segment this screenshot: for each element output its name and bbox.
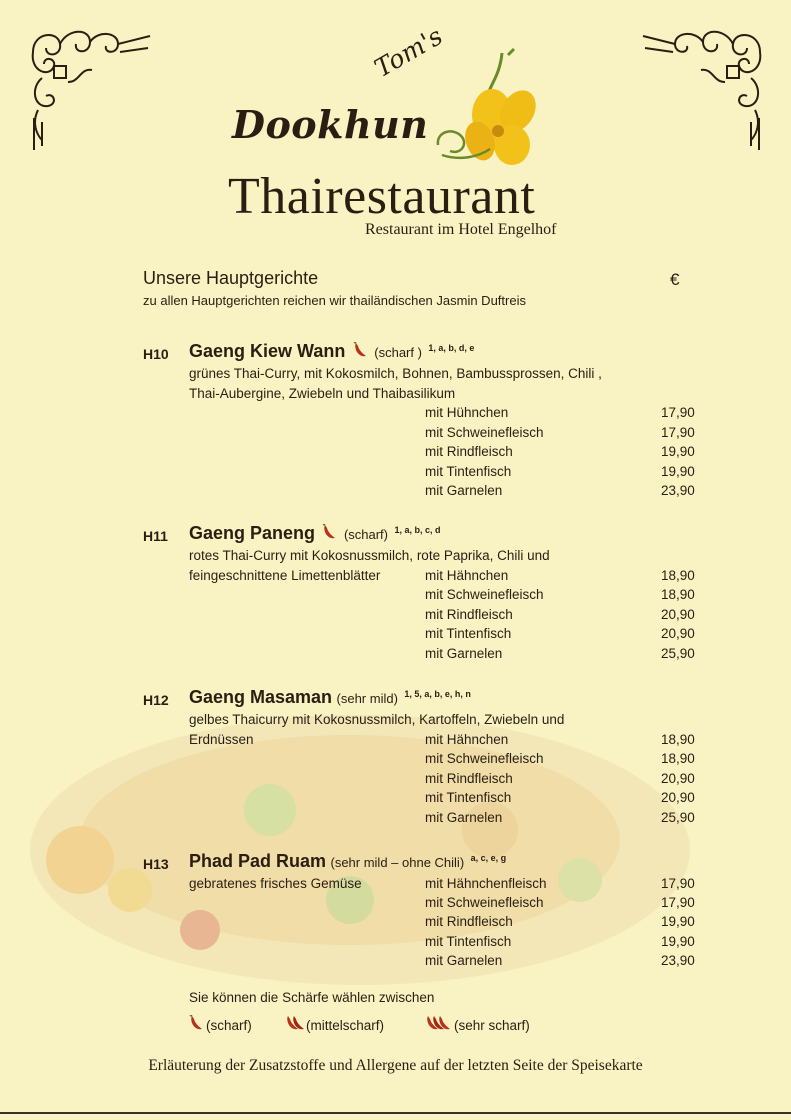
chili-icon — [285, 1015, 305, 1031]
orchid-icon — [430, 45, 540, 170]
option-label: mit Garnelen — [425, 810, 503, 825]
chili-icon — [189, 1015, 203, 1031]
spice-label: (mittelscharf) — [306, 1018, 385, 1033]
option-price: 17,90 — [661, 425, 695, 440]
option-label: mit Schweinefleisch — [425, 587, 544, 602]
dish-header — [189, 523, 440, 544]
spice-level-mittelscharf — [282, 1015, 384, 1033]
option-label: mit Rindfleisch — [425, 914, 513, 929]
dish-description: feingeschnittene Limettenblätter — [189, 568, 381, 583]
dish-name: Gaeng Paneng — [189, 523, 316, 543]
option-price: 17,90 — [661, 876, 695, 891]
dish-allergens: 1, 5, a, b, e, h, n — [404, 688, 471, 699]
option-price: 17,90 — [661, 405, 695, 420]
bottom-rule — [0, 1112, 791, 1114]
option-label: mit Hühnchen — [425, 405, 509, 420]
corner-ornament-right-icon — [640, 22, 765, 152]
option-label: mit Rindfleisch — [425, 444, 513, 459]
dish-description: grünes Thai-Curry, mit Kokosmilch, Bohnen, Bambussprossen, Chili , — [189, 366, 602, 381]
option-label: mit Garnelen — [425, 483, 503, 498]
option-label: mit Tintenfisch — [425, 790, 512, 805]
option-price: 19,90 — [661, 444, 695, 459]
option-price: 18,90 — [661, 732, 695, 747]
dish-header — [189, 851, 506, 872]
option-label: mit Tintenfisch — [425, 934, 512, 949]
dish-code: H11 — [143, 528, 168, 544]
allergen-footer-note: Erläuterung der Zusatzstoffe und Allergene auf der letzten Seite der Speisekarte — [148, 1057, 643, 1074]
corner-ornament-left-icon — [28, 22, 153, 152]
dish-header — [189, 341, 474, 362]
option-price: 23,90 — [661, 483, 695, 498]
spice-level-sehr-scharf — [422, 1015, 530, 1033]
dish-note: (sehr mild – ohne Chili) — [330, 855, 465, 870]
currency-symbol: € — [670, 270, 680, 289]
dish-note: (scharf ) — [374, 345, 422, 360]
option-label: mit Schweinefleisch — [425, 751, 544, 766]
option-price: 18,90 — [661, 587, 695, 602]
option-price: 25,90 — [661, 810, 695, 825]
section-title: Unsere Hauptgerichte — [143, 268, 319, 288]
option-price: 18,90 — [661, 751, 695, 766]
option-price: 20,90 — [661, 607, 695, 622]
dish-description: gelbes Thaicurry mit Kokosnussmilch, Kartoffeln, Zwiebeln und — [189, 712, 565, 727]
chili-icon — [322, 524, 336, 540]
spice-level-scharf — [186, 1015, 252, 1033]
option-label: mit Garnelen — [425, 646, 503, 661]
brand-toms: Tom's — [369, 21, 448, 84]
option-price: 19,90 — [661, 934, 695, 949]
dish-name: Gaeng Masaman — [189, 687, 333, 707]
dish-name: Gaeng Kiew Wann — [189, 341, 346, 361]
dish-description: gebratenes frisches Gemüse — [189, 876, 362, 891]
option-price: 25,90 — [661, 646, 695, 661]
option-price: 19,90 — [661, 914, 695, 929]
option-label: mit Tintenfisch — [425, 626, 512, 641]
dish-header — [189, 687, 471, 708]
option-label: mit Rindfleisch — [425, 771, 513, 786]
option-price: 23,90 — [661, 953, 695, 968]
chili-icon — [425, 1015, 451, 1031]
option-label: mit Schweinefleisch — [425, 425, 544, 440]
spice-label: (scharf) — [206, 1018, 252, 1033]
dish-allergens: a, c, e, g — [470, 852, 507, 863]
option-label: mit Hähnchen — [425, 732, 509, 747]
option-price: 17,90 — [661, 895, 695, 910]
option-label: mit Garnelen — [425, 953, 503, 968]
page-title: Thairestaurant — [228, 168, 536, 225]
dish-note: (scharf) — [343, 527, 388, 542]
option-label: mit Hähnchen — [425, 568, 509, 583]
dish-code: H13 — [143, 856, 169, 872]
option-label: mit Schweinefleisch — [425, 895, 544, 910]
dish-name: Phad Pad Ruam — [189, 851, 327, 871]
option-price: 20,90 — [661, 771, 695, 786]
spice-label: (sehr scharf) — [454, 1018, 530, 1033]
option-label: mit Rindfleisch — [425, 607, 513, 622]
brand-name: Dookhun — [232, 102, 429, 147]
dish-description: Erdnüssen — [189, 732, 254, 747]
option-label: mit Hähnchenfleisch — [425, 876, 547, 891]
dish-allergens: 1, a, b, d, e — [428, 342, 475, 353]
option-price: 20,90 — [661, 626, 695, 641]
option-price: 20,90 — [661, 790, 695, 805]
spice-intro: Sie können die Schärfe wählen zwischen — [189, 990, 435, 1005]
dish-description: rotes Thai-Curry mit Kokosnussmilch, rote Paprika, Chili und — [189, 548, 550, 563]
dish-code: H10 — [143, 346, 169, 362]
option-label: mit Tintenfisch — [425, 464, 512, 479]
dish-code: H12 — [143, 692, 169, 708]
chili-icon — [353, 342, 367, 358]
page-subtitle: Restaurant im Hotel Engelhof — [365, 221, 557, 238]
dish-allergens: 1, a, b, c, d — [394, 524, 441, 535]
section-subtitle: zu allen Hauptgerichten reichen wir thailändischen Jasmin Duftreis — [143, 293, 526, 308]
option-price: 18,90 — [661, 568, 695, 583]
option-price: 19,90 — [661, 464, 695, 479]
dish-description: Thai-Aubergine, Zwiebeln und Thaibasilikum — [189, 386, 456, 401]
dish-note: (sehr mild) — [336, 691, 398, 706]
fried-rice-photo — [20, 690, 700, 990]
